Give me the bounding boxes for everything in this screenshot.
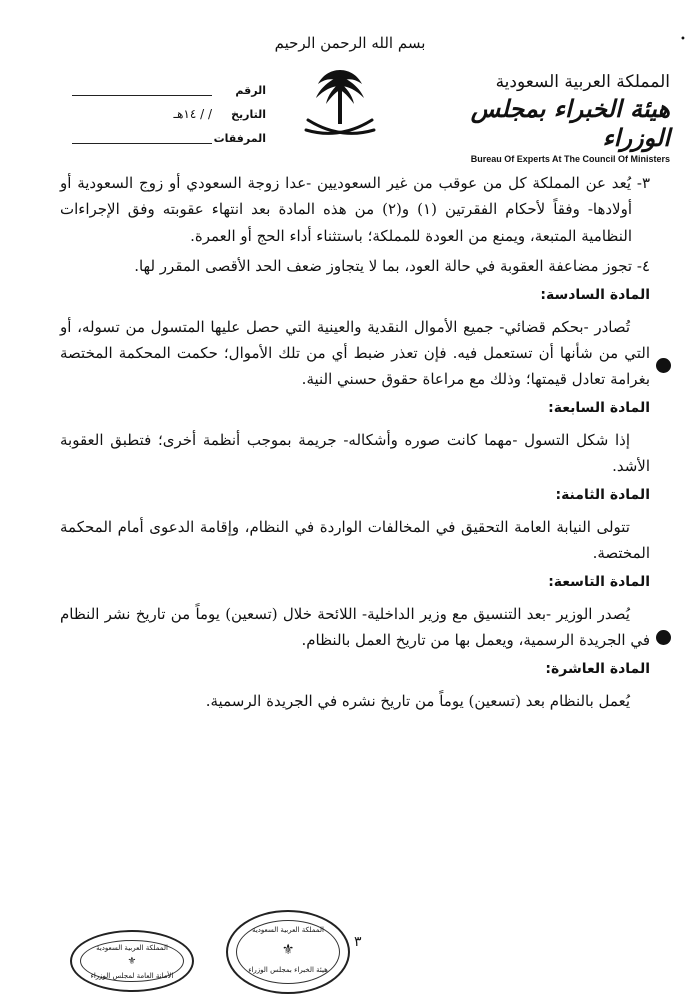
reference-label: الرقم	[235, 83, 266, 97]
stamp-right-bottom-text: هيئة الخبراء بمجلس الوزراء	[248, 966, 328, 974]
stamp-right-top-text: المملكة العربية السعودية	[252, 926, 324, 934]
stamp-left-top-text: المملكة العربية السعودية	[96, 944, 168, 952]
stamp-right	[226, 910, 350, 994]
government-letterhead	[400, 72, 670, 164]
article-8-text: تتولى النيابة العامة التحقيق في المخالفات الواردة في النظام، وإقامة الدعوى أمام المحكمة المختصة.	[60, 517, 650, 562]
article-6-title: المادة السادسة:	[540, 287, 650, 303]
stamp-left-bottom-text: الأمانة العامة لمجلس الوزراء	[90, 972, 174, 980]
kingdom-title: المملكة العربية السعودية	[495, 72, 670, 92]
saudi-emblem-icon	[300, 62, 380, 152]
attachments-row	[66, 126, 266, 150]
document-body	[60, 170, 650, 718]
article-8-title: المادة الثامنة:	[555, 487, 650, 504]
item-4: ٤- تجوز مضاعفة العقوبة في حالة العود، بما لا يتجاوز ضعف الحد الأقصى المقرر لها.	[134, 256, 650, 275]
article-7-title: المادة السابعة:	[548, 400, 650, 417]
reference-block	[66, 78, 266, 150]
stamp-left	[70, 930, 194, 992]
reference-number-row	[66, 78, 266, 102]
article-9-text: يُصدر الوزير -بعد التنسيق مع وزير الداخلية- اللائحة خلال (تسعين) يوماً من تاريخ نشر النظام في الجريدة الرسمية، ويعمل بها من تاريخ العمل بالنظام.	[60, 604, 650, 649]
reference-line	[72, 85, 212, 96]
punch-hole-bottom	[656, 630, 671, 645]
date-value: / / ١٤هـ	[173, 107, 212, 121]
page-number: ٣	[354, 934, 362, 950]
article-6-text: تُصادر -بحكم قضائي- جميع الأموال النقدية والعينية التي حصل عليها المتسول من تسوله، أو التي من شأنها أن تستعمل فيه. فإن تعذر ضبط أي من تلك الأموال؛ حكمت المحكمة المختصة بغرامة تعادل قيمتها؛ وذلك مع مراعاة حقوق حسني النية.	[60, 317, 650, 388]
date-row	[66, 102, 266, 126]
bureau-title-english: Bureau Of Experts At The Council Of Ministers	[470, 154, 670, 164]
article-10-title: المادة العاشرة:	[545, 661, 650, 678]
article-10-text: يُعمل بالنظام بعد (تسعين) يوماً من تاريخ نشره في الجريدة الرسمية.	[205, 691, 630, 710]
attachments-line	[72, 133, 212, 144]
date-label: التاريخ	[231, 107, 266, 121]
attachments-label: المرفقات	[213, 131, 266, 145]
basmala: بسم الله الرحمن الرحيم	[274, 34, 426, 52]
item-3: ٣- يُعد عن المملكة كل من عوقب من غير السعوديين -عدا زوجة السعودي أو زوج السعودية أو أولادها- وفقاً لأحكام الفقرتين (١) و(٢) من هذه المادة بعد انتهاء عقوبته وفق الإجراءات النظامية المتبعة، ويمنع من العودة للمملكة؛ باستثناء أداء الحج أو العمرة.	[60, 174, 650, 245]
corner-mark: •	[680, 34, 686, 45]
article-9-title: المادة التاسعة:	[548, 574, 650, 591]
punch-hole-top	[656, 358, 671, 373]
article-7-text: إذا شكل التسول -مهما كانت صوره وأشكاله- جريمة بموجب أنظمة أخرى؛ فتطبق العقوبة الأشد.	[60, 430, 650, 475]
bureau-title-arabic: هيئة الخبراء بمجلس الوزراء	[470, 94, 670, 152]
stamp-right-emblem-icon: ⚜	[281, 942, 295, 958]
stamp-left-emblem-icon: ⚜	[127, 956, 137, 967]
